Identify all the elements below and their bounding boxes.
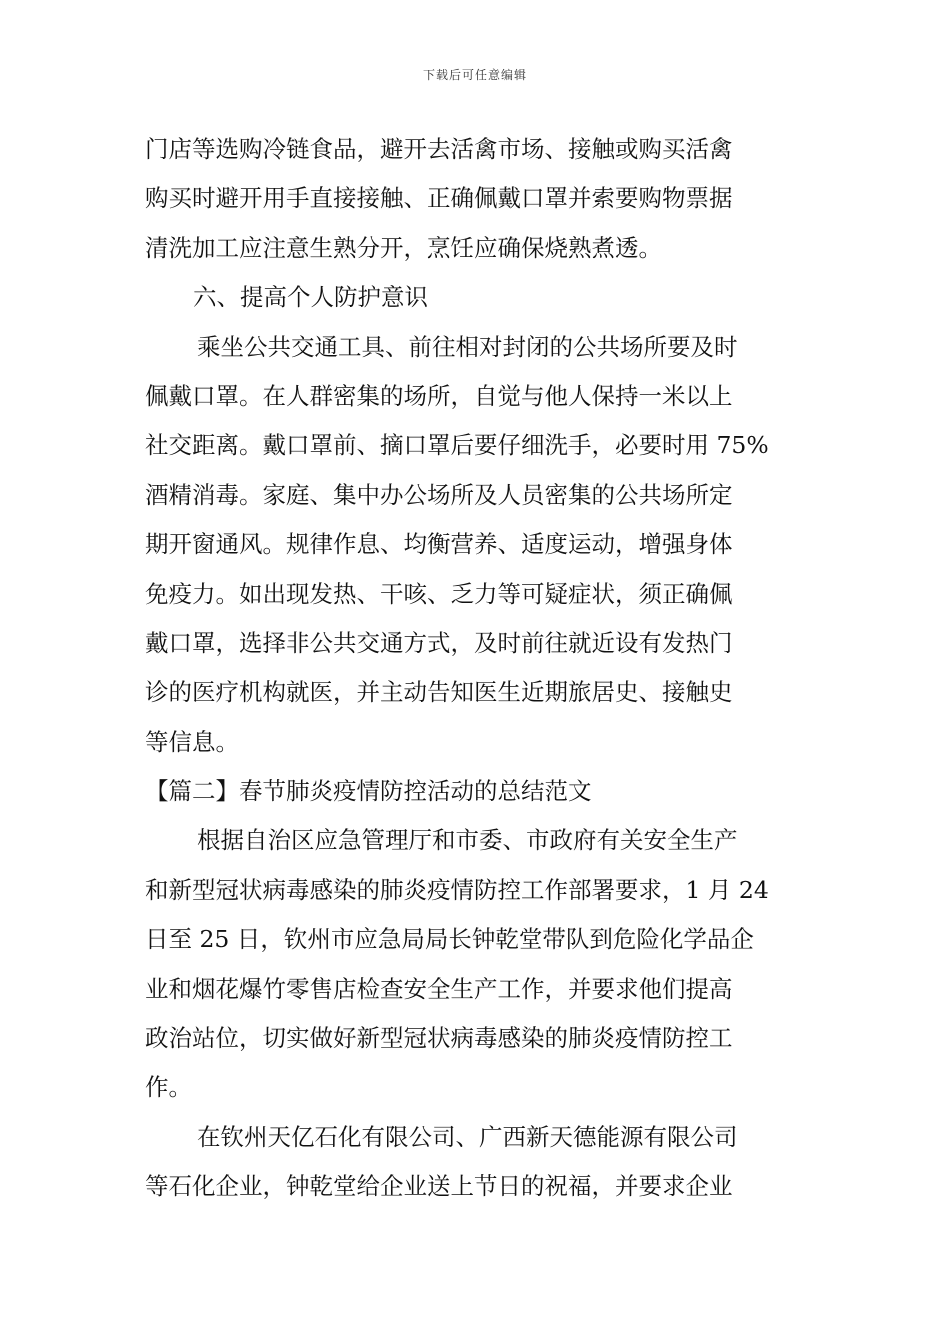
text-line: 戴口罩，选择非公共交通方式，及时前往就近设有发热门 bbox=[145, 628, 733, 657]
text-line: 业和烟花爆竹零售店检查安全生产工作，并要求他们提高 bbox=[145, 974, 733, 1003]
document-body bbox=[145, 125, 815, 1212]
text-line: 清洗加工应注意生熟分开，烹饪应确保烧熟煮透。 bbox=[145, 233, 662, 262]
text-line: 诊的医疗机构就医，并主动告知医生近期旅居史、接触史 bbox=[145, 678, 733, 707]
article-title: 【篇二】春节肺炎疫情防控活动的总结范文 bbox=[145, 777, 592, 806]
text-line: 佩戴口罩。在人群密集的场所，自觉与他人保持一米以上 bbox=[145, 381, 733, 410]
text-line: 酒精消毒。家庭、集中办公场所及人员密集的公共场所定 bbox=[145, 480, 733, 509]
text-line: 门店等选购冷链食品，避开去活禽市场、接触或购买活禽 bbox=[145, 135, 733, 163]
text-line: 政治站位，切实做好新型冠状病毒感染的肺炎疫情防控工 bbox=[145, 1024, 733, 1053]
text-line: 作。 bbox=[145, 1073, 192, 1102]
text-line: 在钦州天亿石化有限公司、广西新天德能源有限公司 bbox=[197, 1122, 738, 1151]
text-line: 乘坐公共交通工具、前往相对封闭的公共场所要及时 bbox=[197, 332, 738, 361]
text-line: 社交距离。戴口罩前、摘口罩后要仔细洗手，必要时用 75% bbox=[145, 431, 769, 460]
text-line: 日至 25 日，钦州市应急局局长钟乾堂带队到危险化学品企 bbox=[145, 925, 754, 954]
text-line: 购买时避开用手直接接触、正确佩戴口罩并索要购物票据 bbox=[145, 184, 733, 213]
page-header: 下载后可任意编辑 bbox=[422, 68, 527, 82]
text-line: 免疫力。如出现发热、干咳、乏力等可疑症状，须正确佩 bbox=[145, 579, 733, 608]
section-heading: 六、提高个人防护意识 bbox=[193, 283, 428, 312]
text-line: 等石化企业，钟乾堂给企业送上节日的祝福，并要求企业 bbox=[145, 1172, 733, 1201]
text-line: 期开窗通风。规律作息、均衡营养、适度运动，增强身体 bbox=[145, 530, 733, 559]
text-line: 根据自治区应急管理厅和市委、市政府有关安全生产 bbox=[197, 826, 738, 855]
text-line: 等信息。 bbox=[145, 727, 239, 756]
text-line: 和新型冠状病毒感染的肺炎疫情防控工作部署要求，1 月 24 bbox=[145, 875, 769, 904]
